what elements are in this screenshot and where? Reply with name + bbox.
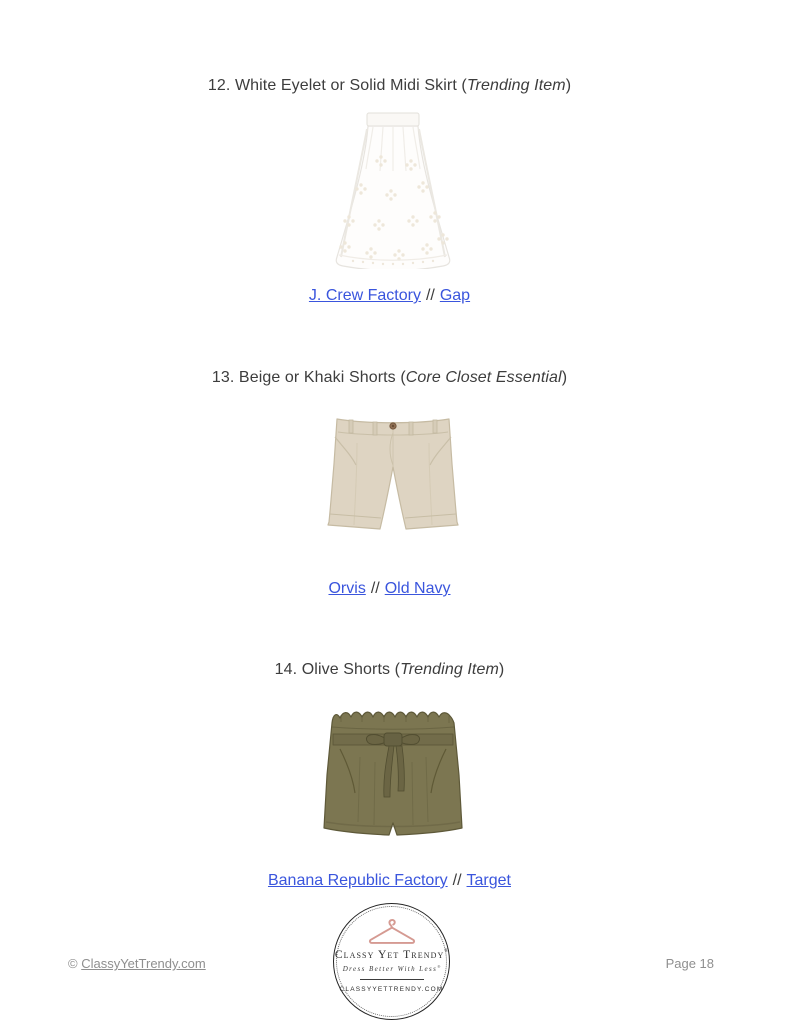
item-14-heading-text: 14. Olive Shorts ( [274,661,401,678]
copyright-symbol: © [68,956,82,971]
item-13-qualifier: Core Closet Essential [405,369,562,386]
white-eyelet-midi-skirt-image [323,111,463,269]
classy-yet-trendy-logo [333,903,450,1020]
item-14-qualifier: Trending Item [400,661,499,678]
item-13-heading: 13. Beige or Khaki Shorts (Core Closet Essential) [211,369,568,386]
hanger-icon [366,917,418,947]
logo-website: CLASSYYETTRENDY.COM [339,986,444,993]
footer-site-link[interactable]: ClassyYetTrendy.com [81,956,206,971]
page-number: Page 18 [665,956,714,971]
links-separator: // [452,872,462,889]
link-banana-republic-factory[interactable]: Banana Republic Factory [267,872,448,889]
item-13-links [0,580,783,598]
item-12-heading: 12. White Eyelet or Solid Midi Skirt (Trending Item) [207,77,572,94]
olive-shorts-image [320,707,466,841]
logo-brand-text: Classy Yet Trendy® [334,949,449,961]
item-14-links [0,872,783,890]
item-13-heading-text: 13. Beige or Khaki Shorts ( [211,369,406,386]
item-12-links [0,287,783,305]
link-jcrew-factory[interactable]: J. Crew Factory [308,287,421,304]
link-old-navy[interactable]: Old Navy [384,580,451,597]
item-12-heading-text: 12. White Eyelet or Solid Midi Skirt ( [207,77,467,94]
link-orvis[interactable]: Orvis [328,580,366,597]
logo-tagline: Dress Better With Less® [342,964,441,973]
links-separator: // [425,287,435,304]
footer-copyright [68,956,206,971]
link-target[interactable]: Target [466,872,511,889]
link-gap[interactable]: Gap [439,287,471,304]
logo-divider [360,979,424,980]
item-12-qualifier: Trending Item [466,77,566,94]
links-separator: // [370,580,380,597]
khaki-shorts-image [327,413,459,537]
item-14-heading: 14. Olive Shorts (Trending Item) [274,661,505,678]
